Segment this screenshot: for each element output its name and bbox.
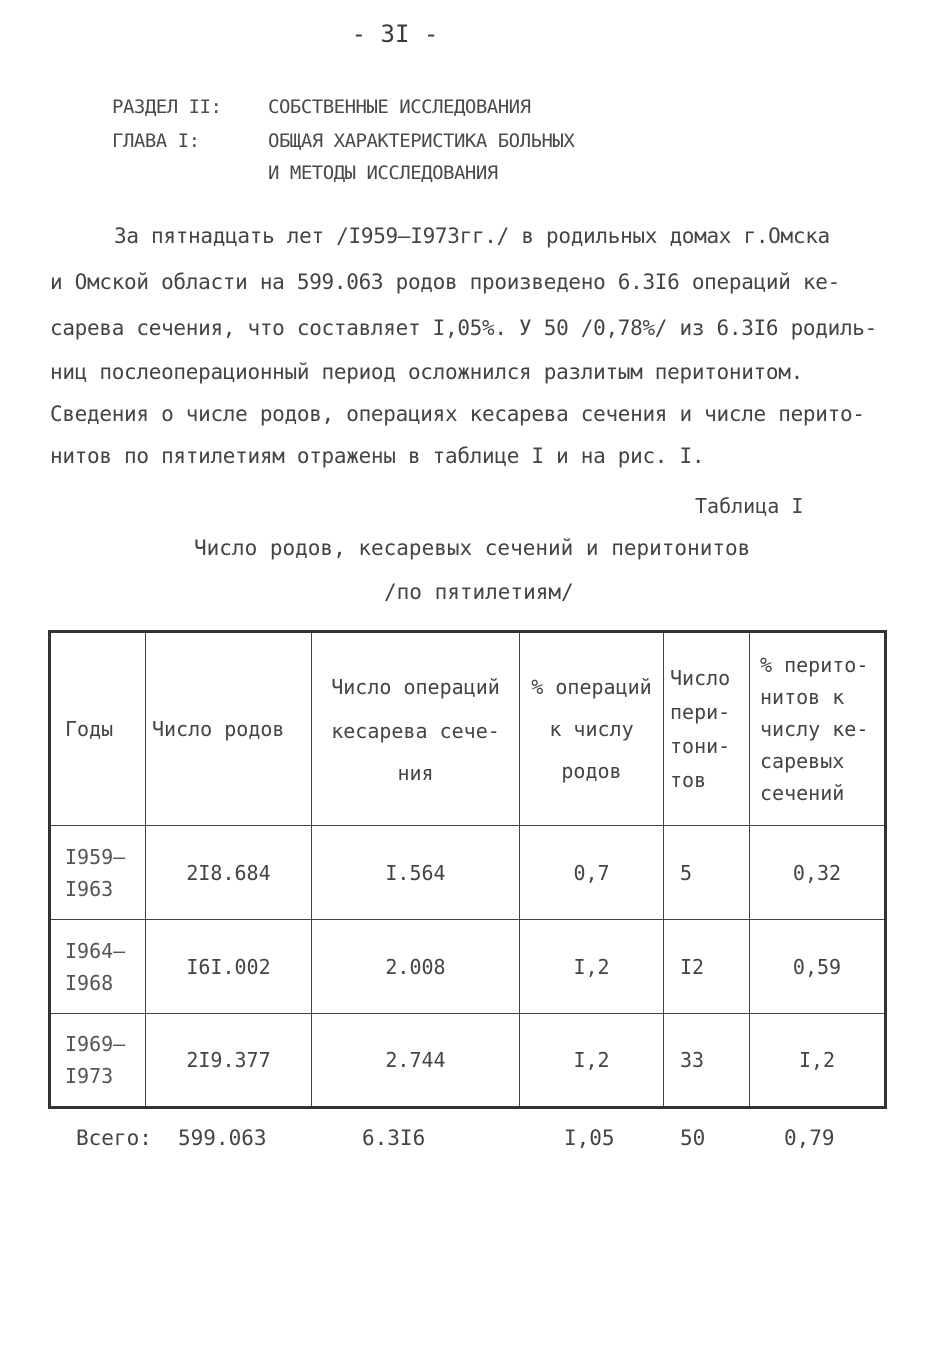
cesarean-cell: 2.008 xyxy=(312,920,520,1014)
paragraph-line: За пятнадцать лет /I959–I973гг./ в родильных домах г.Омска xyxy=(114,224,830,248)
pct-operations-cell: 0,7 xyxy=(520,826,664,920)
paragraph-line: сарева сечения, что составляет I,05%. У 50 /0,78%/ из 6.3I6 родиль- xyxy=(50,316,877,340)
totals-label: Всего: xyxy=(76,1126,152,1150)
table-row xyxy=(50,826,886,920)
table-subcaption: /по пятилетиям/ xyxy=(384,580,574,604)
column-header-pct-operations: % операций к числу родов xyxy=(520,632,664,826)
column-header-years: Годы xyxy=(50,632,146,826)
table-header-row xyxy=(50,632,886,826)
pct-peritonitis-cell: I,2 xyxy=(750,1014,886,1108)
column-header-pct-peritonitis: % перито- нитов к числу ке- саревых сечений xyxy=(750,632,886,826)
cesarean-cell: I.564 xyxy=(312,826,520,920)
pct-operations-cell: I,2 xyxy=(520,920,664,1014)
chapter-title-line1: ОБЩАЯ ХАРАКТЕРИСТИКА БОЛЬНЫХ xyxy=(268,130,575,152)
table-row xyxy=(50,920,886,1014)
peritonitis-cell: 5 xyxy=(664,826,750,920)
totals-cesarean: 6.3I6 xyxy=(362,1126,426,1150)
totals-pct-peritonitis: 0,79 xyxy=(784,1126,835,1150)
births-cell: 2I9.377 xyxy=(146,1014,312,1108)
column-header-cesarean: Число операций кесарева сече- ния xyxy=(312,632,520,826)
table-label: Таблица I xyxy=(695,494,804,518)
year-cell: I964– I968 xyxy=(50,920,146,1014)
data-table xyxy=(48,630,887,1109)
year-cell: I969– I973 xyxy=(50,1014,146,1108)
paragraph-line: Сведения о числе родов, операциях кесарева сечения и числе перито- xyxy=(50,402,865,426)
column-header-births: Число родов xyxy=(146,632,312,826)
year-cell: I959– I963 xyxy=(50,826,146,920)
totals-births: 599.063 xyxy=(178,1126,267,1150)
chapter-title-line2: И МЕТОДЫ ИССЛЕДОВАНИЯ xyxy=(268,162,498,184)
page-number: - 3I - xyxy=(351,20,439,48)
totals-pct-operations: I,05 xyxy=(564,1126,615,1150)
births-cell: 2I8.684 xyxy=(146,826,312,920)
cesarean-cell: 2.744 xyxy=(312,1014,520,1108)
section-label: РАЗДЕЛ II: xyxy=(112,96,222,118)
table-row xyxy=(50,1014,886,1108)
peritonitis-cell: I2 xyxy=(664,920,750,1014)
births-cell: I6I.002 xyxy=(146,920,312,1014)
table-caption: Число родов, кесаревых сечений и перитонитов xyxy=(194,536,751,560)
paragraph-line: ниц послеоперационный период осложнился разлитым перитонитом. xyxy=(50,360,803,384)
section-title: СОБСТВЕННЫЕ ИССЛЕДОВАНИЯ xyxy=(268,96,531,118)
totals-peritonitis: 50 xyxy=(680,1126,706,1150)
pct-operations-cell: I,2 xyxy=(520,1014,664,1108)
pct-peritonitis-cell: 0,59 xyxy=(750,920,886,1014)
paragraph-line: нитов по пятилетиям отражены в таблице I и на рис. I. xyxy=(50,444,705,468)
peritonitis-cell: 33 xyxy=(664,1014,750,1108)
chapter-label: ГЛАВА I: xyxy=(112,130,200,152)
pct-peritonitis-cell: 0,32 xyxy=(750,826,886,920)
column-header-peritonitis: Число пери- тони- тов xyxy=(664,632,750,826)
paragraph-line: и Омской области на 599.063 родов произведено 6.3I6 операций ке- xyxy=(50,270,840,294)
